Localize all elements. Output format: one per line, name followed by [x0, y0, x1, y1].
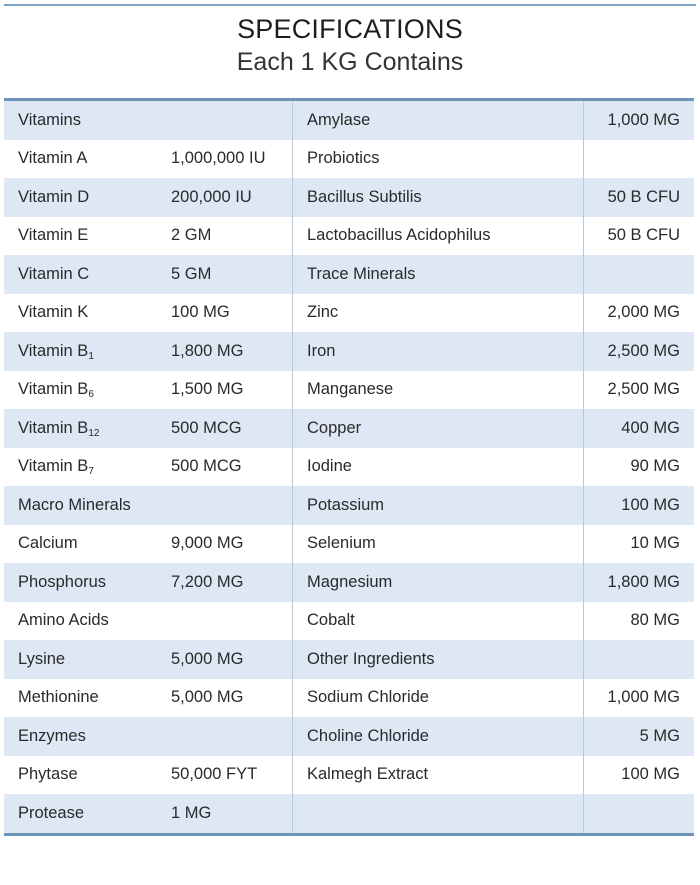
ingredient-amount-right [584, 794, 695, 834]
ingredient-subscript: 6 [88, 389, 94, 401]
ingredient-amount-left: 1,500 MG [157, 371, 293, 410]
ingredient-name-text: Vitamin K [18, 303, 89, 322]
page-subtitle: Each 1 KG Contains [236, 48, 464, 76]
ingredient-amount-left [157, 100, 293, 140]
ingredient-amount-left: 1,800 MG [157, 332, 293, 371]
ingredient-amount-left: 1,000,000 IU [157, 140, 293, 179]
table-row [4, 178, 694, 217]
table-row [4, 294, 694, 333]
ingredient-name-left [4, 756, 157, 795]
ingredient-name-left [4, 100, 157, 140]
ingredient-amount-right [584, 140, 695, 179]
ingredient-name-text: Phytase [18, 765, 78, 784]
table-row [4, 525, 694, 564]
ingredient-amount-left: 500 MCG [157, 448, 293, 487]
ingredient-amount-right: 1,800 MG [584, 563, 695, 602]
ingredient-name-text: Vitamin B [18, 380, 89, 399]
ingredient-name-right: Copper [293, 409, 584, 448]
ingredient-subscript: 12 [88, 427, 100, 439]
ingredient-name-right: Other Ingredients [293, 640, 584, 679]
ingredient-name-right: Selenium [307, 534, 376, 553]
ingredient-name-right: Iron [293, 332, 584, 371]
ingredient-name-right: Trace Minerals [293, 255, 584, 294]
ingredient-name-left [4, 640, 157, 679]
ingredient-amount-right: 2,000 MG [584, 294, 695, 333]
ingredient-amount-right [584, 255, 695, 294]
table-row [4, 332, 694, 371]
table-row [4, 448, 694, 487]
ingredient-name-text: Vitamin C [18, 264, 90, 283]
ingredient-name-left [4, 294, 157, 333]
ingredient-amount-right: 2,500 MG [584, 371, 695, 410]
ingredient-amount-left [157, 486, 293, 525]
ingredient-amount-right: 50 B CFU [584, 178, 695, 217]
ingredient-name-right: Choline Chloride [293, 717, 584, 756]
ingredient-amount-right: 2,500 MG [584, 332, 695, 371]
ingredient-name-left [4, 255, 157, 294]
ingredient-name-text: Macro Minerals [18, 495, 131, 514]
ingredient-name-left [4, 332, 157, 371]
ingredient-amount-left: 500 MCG [157, 409, 293, 448]
table-row [4, 100, 694, 140]
ingredient-name-right: Bacillus Subtilis [293, 178, 584, 217]
table-row [4, 756, 694, 795]
ingredient-name-text: Vitamin B [18, 457, 89, 476]
ingredient-name-right: Manganese [307, 380, 394, 399]
ingredient-name-right: Lactobacillus Acidophilus [307, 226, 491, 245]
ingredient-subscript: 7 [88, 466, 94, 478]
ingredient-name-left [4, 140, 157, 179]
ingredient-amount-right: 5 MG [584, 717, 695, 756]
ingredient-amount-right: 90 MG [584, 448, 695, 487]
ingredient-subscript: 1 [88, 350, 94, 362]
table-row [4, 371, 694, 410]
ingredient-name-text: Vitamin E [18, 226, 89, 245]
ingredient-name-right: Amylase [293, 100, 584, 140]
ingredient-name-left [4, 448, 157, 487]
ingredient-name-left [4, 486, 157, 525]
specifications-table-body [4, 100, 694, 835]
ingredient-amount-right: 1,000 MG [584, 100, 695, 140]
table-row [4, 640, 694, 679]
ingredient-amount-left: 9,000 MG [157, 525, 293, 564]
top-rule [4, 4, 696, 6]
table-row [4, 602, 694, 641]
ingredient-name-text: Vitamin A [18, 149, 88, 168]
ingredient-amount-right: 100 MG [584, 756, 695, 795]
ingredient-amount-left: 1 MG [157, 794, 293, 834]
page-title: SPECIFICATIONS [237, 14, 463, 44]
ingredient-name-text: Vitamin D [18, 187, 90, 206]
ingredient-amount-left: 50,000 FYT [157, 756, 293, 795]
ingredient-name-left [4, 563, 157, 602]
table-row [4, 717, 694, 756]
ingredient-name-text: Calcium [18, 534, 78, 553]
ingredient-amount-left: 5,000 MG [157, 640, 293, 679]
table-row [4, 563, 694, 602]
ingredient-name-left [4, 409, 157, 448]
table-row [4, 486, 694, 525]
ingredient-name-text: Vitamins [18, 110, 81, 129]
ingredient-name-left [4, 602, 157, 641]
ingredient-name-text: Methionine [18, 688, 99, 707]
ingredient-name-right: Cobalt [307, 611, 355, 630]
ingredient-name-right: Magnesium [293, 563, 584, 602]
specifications-table [4, 98, 694, 836]
ingredient-name-right: Sodium Chloride [307, 688, 429, 707]
ingredient-name-text: Vitamin B [18, 418, 89, 437]
ingredient-amount-left [157, 602, 293, 641]
ingredient-name-right [293, 794, 584, 834]
table-row [4, 679, 694, 718]
ingredient-amount-right: 80 MG [584, 602, 695, 641]
ingredient-amount-left: 7,200 MG [157, 563, 293, 602]
ingredient-amount-right: 400 MG [584, 409, 695, 448]
table-row [4, 794, 694, 834]
ingredient-amount-right: 1,000 MG [584, 679, 695, 718]
ingredient-name-text: Lysine [18, 649, 66, 668]
ingredient-name-left [4, 178, 157, 217]
ingredient-name-text: Vitamin B [18, 341, 89, 360]
ingredient-amount-right [584, 640, 695, 679]
ingredient-amount-left: 200,000 IU [157, 178, 293, 217]
ingredient-amount-right: 50 B CFU [584, 217, 695, 256]
ingredient-name-right: Probiotics [307, 149, 380, 168]
ingredient-name-left [4, 525, 157, 564]
ingredient-amount-left [157, 717, 293, 756]
ingredient-name-right: Kalmegh Extract [307, 765, 429, 784]
ingredient-name-left [4, 217, 157, 256]
ingredient-name-left [4, 679, 157, 718]
ingredient-name-right: Iodine [307, 457, 352, 476]
ingredient-amount-right: 10 MG [584, 525, 695, 564]
title-block [0, 12, 700, 78]
ingredient-amount-right: 100 MG [584, 486, 695, 525]
ingredient-name-text: Protease [18, 803, 85, 822]
ingredient-name-right: Potassium [293, 486, 584, 525]
ingredient-amount-left: 2 GM [157, 217, 293, 256]
ingredient-name-text: Phosphorus [18, 572, 107, 591]
ingredient-name-left [4, 717, 157, 756]
ingredient-amount-left: 5 GM [157, 255, 293, 294]
ingredient-name-right: Zinc [307, 303, 339, 322]
ingredient-amount-left: 100 MG [157, 294, 293, 333]
ingredient-amount-left: 5,000 MG [157, 679, 293, 718]
ingredient-name-text: Enzymes [18, 726, 86, 745]
ingredient-name-left [4, 371, 157, 410]
table-row [4, 217, 694, 256]
ingredient-name-text: Amino Acids [18, 611, 109, 630]
table-row [4, 255, 694, 294]
table-row [4, 140, 694, 179]
table-row [4, 409, 694, 448]
ingredient-name-left [4, 794, 157, 834]
